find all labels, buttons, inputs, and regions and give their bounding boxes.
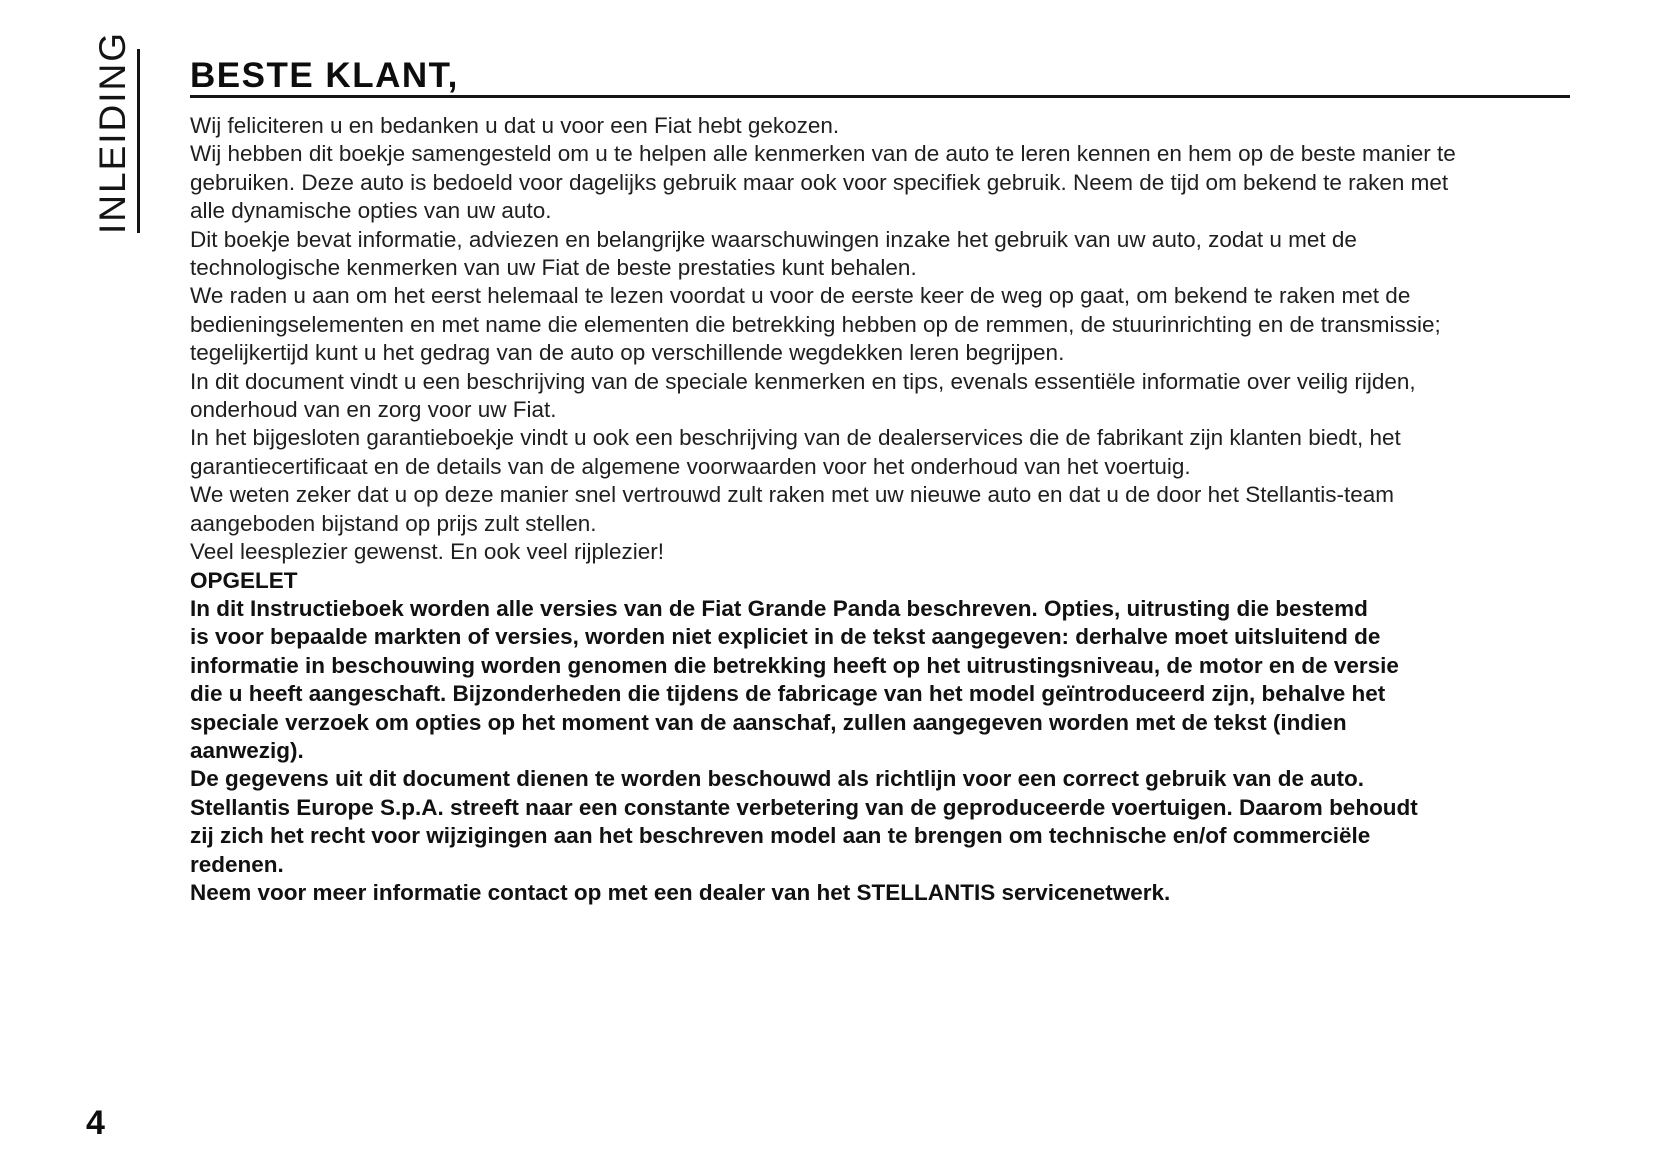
attention-paragraphs [190, 567, 1580, 908]
text-line: gebruiken. Deze auto is bedoeld voor dagelijks gebruik maar ook voor specifiek gebruik. Neem de tijd om bekend te raken met [190, 169, 1449, 195]
text-line: garantiecertificaat en de details van de algemene voorwaarden voor het onderhoud van het voertuig. [190, 453, 1191, 479]
text-line: bedieningselementen en met name die elementen die betrekking hebben op de remmen, de stuurinrichting en de transmissie; [190, 311, 1441, 337]
body-text [190, 112, 1580, 907]
text-line: Veel leesplezier gewenst. En ook veel rijplezier! [190, 539, 665, 565]
text-line: speciale verzoek om opties op het moment van de aanschaf, zullen aangegeven worden met de tekst (indien [190, 709, 1347, 735]
page-number: 4 [86, 1104, 105, 1142]
text-line: onderhoud van en zorg voor uw Fiat. [190, 397, 557, 423]
text-line: redenen. [190, 851, 284, 877]
heading-underline-rule [190, 95, 1570, 98]
text-line: informatie in beschouwing worden genomen die betrekking heeft op het uitrustingsniveau, de motor en de versie [190, 652, 1399, 678]
text-line: In dit Instructieboek worden alle versies van de Fiat Grande Panda beschreven. Opties, uitrusting die bestemd [190, 595, 1368, 621]
text-line: We weten zeker dat u op deze manier snel vertrouwd zult raken met uw nieuwe auto en dat u de door het Stellantis-team [190, 482, 1395, 508]
intro-paragraphs [190, 112, 1580, 567]
text-line: De gegevens uit dit document dienen te worden beschouwd als richtlijn voor een correct gebruik van de auto. [190, 766, 1364, 792]
sidebar-chapter-label: INLEIDING [92, 30, 133, 234]
text-line: OPGELET [190, 567, 298, 593]
text-line: alle dynamische opties van uw auto. [190, 198, 552, 224]
page-title: BESTE KLANT, [190, 56, 459, 95]
text-line: zij zich het recht voor wijzigingen aan het beschreven model aan te brengen om technische en/of commerciële [190, 823, 1371, 849]
text-line: Wij feliciteren u en bedanken u dat u voor een Fiat hebt gekozen. [190, 113, 840, 138]
text-line: Wij hebben dit boekje samengesteld om u te helpen alle kenmerken van de auto te leren kennen en hem op de beste manier te [190, 141, 1456, 167]
text-line: We raden u aan om het eerst helemaal te lezen voordat u voor de eerste keer de weg op gaat, om bekend te raken met de [190, 283, 1411, 309]
text-line: Dit boekje bevat informatie, adviezen en belangrijke waarschuwingen inzake het gebruik van uw auto, zodat u met de [190, 226, 1357, 252]
text-line: is voor bepaalde markten of versies, worden niet expliciet in de tekst aangegeven: derhalve moet uitsluitend de [190, 624, 1381, 650]
text-line: In dit document vindt u een beschrijving van de speciale kenmerken en tips, evenals essentiële informatie over veilig rijden, [190, 368, 1416, 394]
text-line: Neem voor meer informatie contact op met een dealer van het STELLANTIS servicenetwerk. [190, 879, 1171, 905]
sidebar-vertical-rule [137, 49, 140, 233]
text-line: In het bijgesloten garantieboekje vindt u ook een beschrijving van de dealerservices die de fabrikant zijn klanten biedt, het [190, 425, 1401, 451]
text-line: tegelijkertijd kunt u het gedrag van de auto op verschillende wegdekken leren begrijpen. [190, 340, 1065, 366]
text-line: aangeboden bijstand op prijs zult stellen. [190, 510, 597, 536]
text-line: die u heeft aangeschaft. Bijzonderheden die tijdens de fabricage van het model geïntroduceerd zijn, behalve het [190, 681, 1386, 707]
text-line: aanwezig). [190, 737, 304, 763]
text-line: Stellantis Europe S.p.A. streeft naar een constante verbetering van de geproduceerde voertuigen. Daarom behoudt [190, 794, 1418, 820]
text-line: technologische kenmerken van uw Fiat de beste prestaties kunt behalen. [190, 255, 917, 281]
